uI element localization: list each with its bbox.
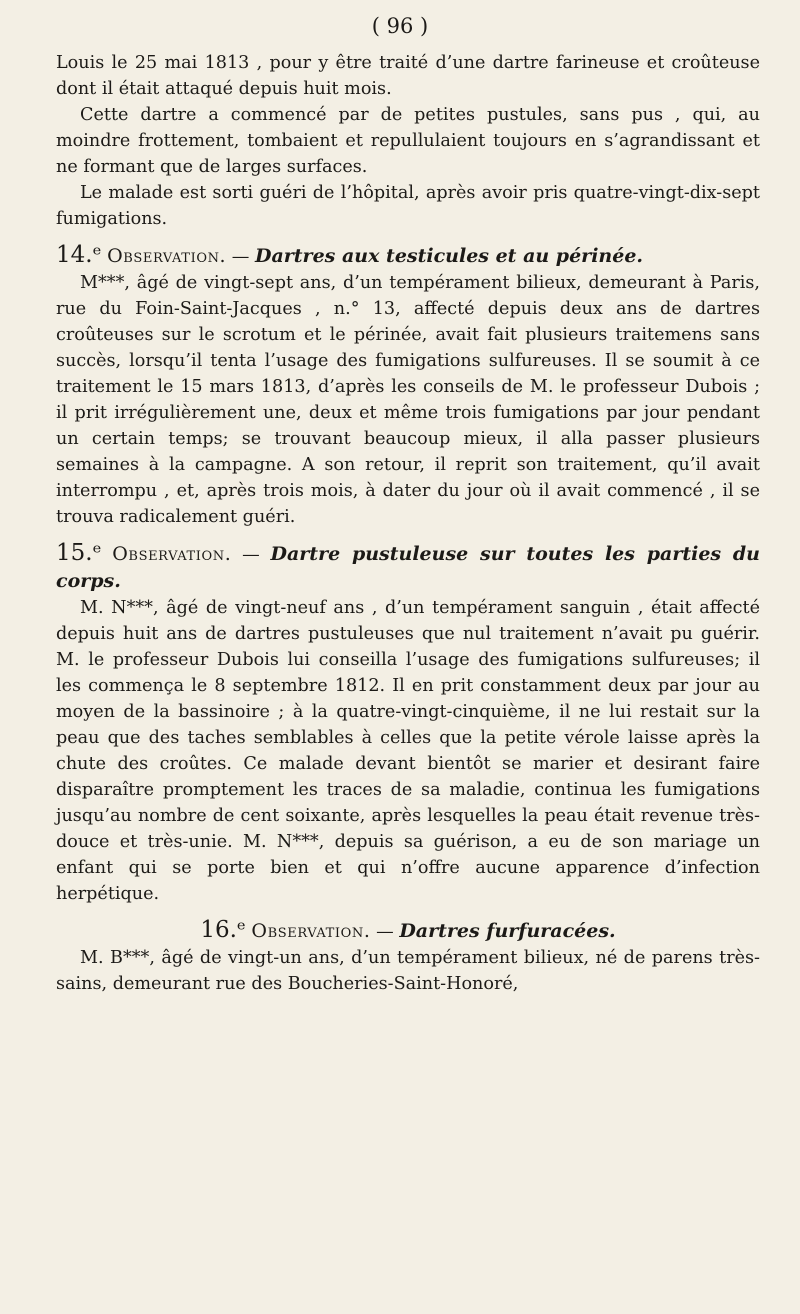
page-body xyxy=(56,50,760,997)
observation-title: Dartre pustuleuse sur toutes les parties du corps. xyxy=(56,543,760,592)
observation-16-text: M. B***, âgé de vingt-un ans, d’un tempérament bilieux, né de parens très-sains, demeurant rue des Boucheries-Saint-Honoré, xyxy=(56,948,760,994)
observation-number: 14.ᵉ xyxy=(56,242,102,268)
observation-15-heading xyxy=(56,540,760,595)
paragraph-3: Le malade est sorti guéri de l’hôpital, après avoir pris quatre-vingt-dix-sept fumigations. xyxy=(56,183,760,229)
observation-number: 15.ᵉ xyxy=(56,540,102,566)
heading-dash: — xyxy=(226,247,255,267)
observation-label: Observation. xyxy=(107,245,227,267)
observation-14-text: M***, âgé de vingt-sept ans, d’un tempérament bilieux, demeurant à Paris, rue du Foin-Saint-Jacques , n.° 13, affecté depuis deux ans de dartres croûteuses sur le scrotum et le périnée, avait fait plusieurs traitemens sans succès, lorsqu’il tenta l’usage des fumigations sulfureuses. Il se soumit à ce traitement le 15 mars 1813, d’après les conseils de M. le professeur Dubois ; il prit irrégulièrement une, deux et même trois fumigations par jour pendant un certain temps; se trouvant beaucoup mieux, il alla passer plusieurs semaines à la campagne. A son retour, il reprit son traitement, qu’il avait interrompu , et, après trois mois, à dater du jour où il avait commencé , il se trouva radicalement guéri. xyxy=(56,273,760,527)
paragraph-2: Cette dartre a commencé par de petites pustules, sans pus , qui, au moindre frottement, tombaient et repullulaient toujours en s’agrandissant et ne formant que de larges surfaces. xyxy=(56,105,760,177)
heading-dash: — xyxy=(231,545,271,565)
paragraph-1: Louis le 25 mai 1813 , pour y être traité d’une dartre farineuse et croûteuse dont il était attaqué depuis huit mois. xyxy=(56,53,760,99)
observation-label: Observation. xyxy=(112,543,232,565)
observation-15-text: M. N***, âgé de vingt-neuf ans , d’un tempérament sanguin , était affecté depuis huit ans de dartres pustuleuses que nul traitement n’avait pu guérir. M. le professeur Dubois lui conseilla l’usage des fumigations sulfureuses; il les commença le 8 septembre 1812. Il en prit constamment deux par jour au moyen de la bassinoire ; à la quatre-vingt-cinquième, il ne lui restait sur la peau que des taches semblables à celles que la petite vérole laisse après la chute des croûtes. Ce malade devant bientôt se marier et desirant faire disparaître promptement les traces de sa maladie, continua les fumigations jusqu’au nombre de cent soixante, après lesquelles la peau était revenue très-douce et très-unie. M. N***, depuis sa guérison, a eu de son mariage un enfant qui se porte bien et qui n’offre aucune apparence d’infection herpétique. xyxy=(56,598,760,904)
observation-14-heading xyxy=(56,242,760,270)
observation-number: 16.ᵉ xyxy=(200,917,246,943)
observation-16-heading xyxy=(56,917,760,945)
page-number: ( 96 ) xyxy=(371,14,429,38)
observation-label: Observation. xyxy=(251,920,371,942)
heading-dash: — xyxy=(370,922,400,942)
observation-title: Dartres furfuracées. xyxy=(399,920,616,942)
observation-title: Dartres aux testicules et au périnée. xyxy=(254,245,644,267)
